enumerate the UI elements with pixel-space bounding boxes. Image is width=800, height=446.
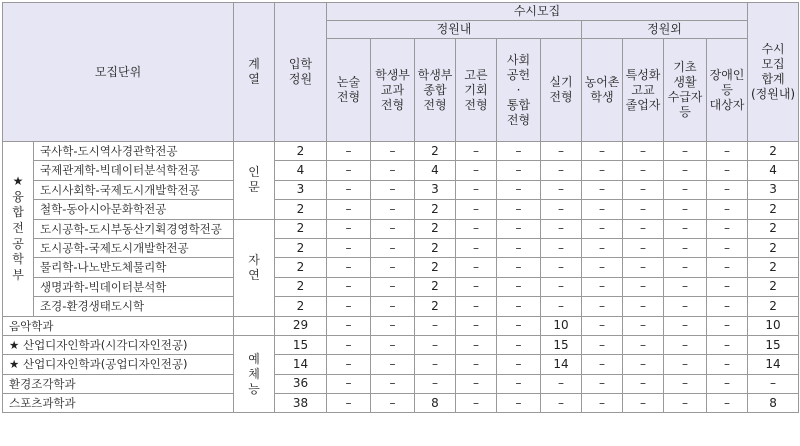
count-cell: –	[623, 142, 664, 161]
header-type-social-contribution: 사회 공헌 · 통합 전형	[497, 39, 541, 142]
count-cell: –	[664, 142, 707, 161]
count-cell: –	[664, 219, 707, 238]
count-cell: –	[415, 316, 456, 335]
count-cell: –	[582, 374, 623, 393]
header-type-school-record-comprehensive: 학생부 종합 전형	[415, 39, 456, 142]
count-cell: –	[623, 161, 664, 180]
series-label: 예체능	[234, 335, 275, 413]
count-cell: –	[327, 394, 371, 413]
count-cell: –	[497, 335, 541, 354]
header-unit: 모집단위	[3, 3, 234, 142]
count-cell: –	[371, 316, 415, 335]
count-cell: –	[664, 200, 707, 219]
count-cell: –	[327, 355, 371, 374]
total-cell: 10	[748, 316, 799, 335]
header-out-quota: 정원외	[582, 21, 748, 39]
count-cell: –	[456, 219, 497, 238]
count-cell: –	[541, 374, 582, 393]
table-row	[3, 238, 799, 257]
count-cell: –	[541, 142, 582, 161]
total-cell: 3	[748, 180, 799, 199]
count-cell: –	[582, 355, 623, 374]
count-cell: –	[707, 277, 748, 296]
count-cell: –	[707, 316, 748, 335]
unit-name: 음악학과	[3, 316, 234, 335]
count-cell: –	[623, 200, 664, 219]
total-cell: –	[748, 374, 799, 393]
count-cell: –	[327, 277, 371, 296]
count-cell: –	[664, 374, 707, 393]
header-type-basic-livelihood: 기초 생활 수급자 등	[664, 39, 707, 142]
count-cell: –	[327, 219, 371, 238]
count-cell: –	[623, 316, 664, 335]
count-cell: –	[497, 180, 541, 199]
group-label: ★융합전공학부	[3, 142, 34, 317]
unit-name: 도시사회학-국제도시개발학전공	[34, 180, 234, 199]
count-cell: –	[497, 161, 541, 180]
count-cell: –	[371, 277, 415, 296]
unit-name: 생명과학-빅데이터분석학	[34, 277, 234, 296]
count-cell: –	[327, 238, 371, 257]
table-body	[3, 142, 799, 413]
count-cell: –	[456, 161, 497, 180]
count-cell: –	[415, 335, 456, 354]
header-type-disabled: 장애인 등 대상자	[707, 39, 748, 142]
count-cell: –	[497, 374, 541, 393]
quota-cell: 2	[275, 277, 327, 296]
unit-name: ★ 산업디자인학과(공업디자인전공)	[3, 355, 234, 374]
count-cell: 3	[415, 180, 456, 199]
count-cell: –	[707, 394, 748, 413]
count-cell: –	[664, 161, 707, 180]
count-cell: –	[541, 394, 582, 413]
count-cell: –	[582, 219, 623, 238]
series-label: 인문	[234, 142, 275, 220]
header-susi: 수시모집	[327, 3, 748, 21]
header-type-rural: 농어촌 학생	[582, 39, 623, 142]
table-row	[3, 394, 799, 413]
count-cell: 2	[415, 297, 456, 316]
count-cell: –	[415, 355, 456, 374]
count-cell: –	[371, 219, 415, 238]
count-cell: –	[371, 200, 415, 219]
quota-cell: 36	[275, 374, 327, 393]
count-cell: –	[371, 180, 415, 199]
count-cell: –	[456, 238, 497, 257]
count-cell: –	[582, 238, 623, 257]
table-row	[3, 335, 799, 354]
count-cell: –	[707, 200, 748, 219]
header-series: 계 열	[234, 3, 275, 142]
count-cell: 15	[541, 335, 582, 354]
unit-name: 도시공학-도시부동산기획경영학전공	[34, 219, 234, 238]
total-cell: 4	[748, 161, 799, 180]
count-cell: –	[623, 297, 664, 316]
count-cell: –	[541, 297, 582, 316]
total-cell: 2	[748, 277, 799, 296]
count-cell: –	[371, 374, 415, 393]
count-cell: –	[664, 335, 707, 354]
count-cell: –	[456, 335, 497, 354]
count-cell: 10	[541, 316, 582, 335]
quota-cell: 38	[275, 394, 327, 413]
count-cell: –	[371, 355, 415, 374]
count-cell: 2	[415, 277, 456, 296]
quota-cell: 2	[275, 142, 327, 161]
count-cell: –	[664, 180, 707, 199]
count-cell: –	[623, 238, 664, 257]
count-cell: –	[456, 277, 497, 296]
header-type-school-record-subject: 학생부 교과 전형	[371, 39, 415, 142]
quota-cell: 4	[275, 161, 327, 180]
count-cell: –	[707, 180, 748, 199]
quota-cell: 2	[275, 258, 327, 277]
count-cell: –	[582, 335, 623, 354]
count-cell: –	[415, 374, 456, 393]
count-cell: –	[582, 297, 623, 316]
count-cell: –	[707, 238, 748, 257]
series-label: 자연	[234, 219, 275, 316]
header-quota: 입학 정원	[275, 3, 327, 142]
count-cell: –	[582, 277, 623, 296]
count-cell: –	[327, 180, 371, 199]
count-cell: –	[497, 394, 541, 413]
count-cell: –	[582, 316, 623, 335]
count-cell: –	[497, 258, 541, 277]
table-row	[3, 374, 799, 393]
count-cell: 2	[415, 238, 456, 257]
count-cell: –	[456, 355, 497, 374]
count-cell: –	[541, 277, 582, 296]
count-cell: –	[327, 316, 371, 335]
total-cell: 8	[748, 394, 799, 413]
count-cell: –	[497, 297, 541, 316]
table-row	[3, 161, 799, 180]
quota-cell: 2	[275, 238, 327, 257]
count-cell: –	[664, 258, 707, 277]
header-type-equal-opportunity: 고른 기회 전형	[456, 39, 497, 142]
total-cell: 14	[748, 355, 799, 374]
count-cell: –	[456, 180, 497, 199]
unit-name: 환경조각학과	[3, 374, 234, 393]
count-cell: –	[582, 161, 623, 180]
count-cell: –	[623, 219, 664, 238]
quota-cell: 2	[275, 219, 327, 238]
count-cell: –	[371, 142, 415, 161]
quota-cell: 3	[275, 180, 327, 199]
unit-name: 철학-동아시아문화학전공	[34, 200, 234, 219]
count-cell: –	[497, 200, 541, 219]
count-cell: –	[327, 142, 371, 161]
unit-name: 국제관계학-빅데이터분석학전공	[34, 161, 234, 180]
count-cell: –	[582, 142, 623, 161]
count-cell: –	[497, 219, 541, 238]
table-row	[3, 355, 799, 374]
count-cell: –	[327, 374, 371, 393]
count-cell: –	[371, 335, 415, 354]
count-cell: –	[371, 394, 415, 413]
count-cell: –	[582, 200, 623, 219]
count-cell: –	[707, 335, 748, 354]
count-cell: –	[327, 335, 371, 354]
count-cell: –	[327, 200, 371, 219]
count-cell: –	[582, 394, 623, 413]
count-cell: –	[456, 258, 497, 277]
count-cell: –	[371, 258, 415, 277]
count-cell: –	[456, 200, 497, 219]
count-cell: –	[456, 316, 497, 335]
count-cell: –	[623, 394, 664, 413]
count-cell: –	[623, 180, 664, 199]
count-cell: 2	[415, 200, 456, 219]
count-cell: –	[664, 316, 707, 335]
unit-name: 조경-환경생태도시학	[34, 297, 234, 316]
count-cell: –	[582, 258, 623, 277]
count-cell: –	[664, 355, 707, 374]
count-cell: –	[497, 277, 541, 296]
count-cell: 8	[415, 394, 456, 413]
count-cell: 2	[415, 219, 456, 238]
count-cell: 2	[415, 258, 456, 277]
total-cell: 2	[748, 219, 799, 238]
unit-name: 스포츠과학과	[3, 394, 234, 413]
quota-cell: 29	[275, 316, 327, 335]
count-cell: –	[456, 394, 497, 413]
quota-cell: 2	[275, 297, 327, 316]
unit-name: 물리학-나노반도체물리학	[34, 258, 234, 277]
table-row	[3, 142, 799, 161]
count-cell: –	[371, 161, 415, 180]
count-cell: –	[707, 297, 748, 316]
table-row	[3, 277, 799, 296]
count-cell: –	[327, 297, 371, 316]
count-cell: –	[582, 180, 623, 199]
count-cell: –	[456, 297, 497, 316]
count-cell: –	[541, 161, 582, 180]
series-label	[234, 316, 275, 335]
count-cell: –	[497, 142, 541, 161]
table-row	[3, 200, 799, 219]
count-cell: –	[623, 335, 664, 354]
table-row	[3, 297, 799, 316]
header-type-practical: 실기 전형	[541, 39, 582, 142]
total-cell: 2	[748, 258, 799, 277]
total-cell: 2	[748, 238, 799, 257]
count-cell: –	[707, 161, 748, 180]
table-row	[3, 219, 799, 238]
admission-table	[2, 2, 799, 413]
count-cell: –	[623, 277, 664, 296]
quota-cell: 2	[275, 200, 327, 219]
count-cell: –	[664, 297, 707, 316]
count-cell: 14	[541, 355, 582, 374]
count-cell: 2	[415, 142, 456, 161]
table-row	[3, 258, 799, 277]
header-in-quota: 정원내	[327, 21, 582, 39]
count-cell: –	[707, 258, 748, 277]
count-cell: –	[456, 374, 497, 393]
count-cell: –	[541, 258, 582, 277]
table-row	[3, 180, 799, 199]
total-cell: 2	[748, 142, 799, 161]
count-cell: –	[664, 277, 707, 296]
count-cell: –	[707, 142, 748, 161]
count-cell: –	[371, 297, 415, 316]
unit-name: ★ 산업디자인학과(시각디자인전공)	[3, 335, 234, 354]
quota-cell: 14	[275, 355, 327, 374]
count-cell: –	[623, 374, 664, 393]
header-type-vocational: 특성화 고교 졸업자	[623, 39, 664, 142]
total-cell: 2	[748, 297, 799, 316]
count-cell: –	[541, 180, 582, 199]
count-cell: –	[664, 394, 707, 413]
count-cell: –	[497, 316, 541, 335]
count-cell: –	[623, 258, 664, 277]
count-cell: 4	[415, 161, 456, 180]
count-cell: –	[707, 219, 748, 238]
table-row	[3, 316, 799, 335]
count-cell: –	[707, 355, 748, 374]
unit-name: 도시공학-국제도시개발학전공	[34, 238, 234, 257]
count-cell: –	[623, 355, 664, 374]
count-cell: –	[371, 238, 415, 257]
count-cell: –	[541, 219, 582, 238]
count-cell: –	[707, 374, 748, 393]
quota-cell: 15	[275, 335, 327, 354]
count-cell: –	[541, 200, 582, 219]
count-cell: –	[541, 238, 582, 257]
header-total: 수시 모집 합계 (정원내)	[748, 3, 799, 142]
count-cell: –	[497, 238, 541, 257]
count-cell: –	[456, 142, 497, 161]
total-cell: 15	[748, 335, 799, 354]
count-cell: –	[327, 161, 371, 180]
count-cell: –	[664, 238, 707, 257]
header-type-essay: 논술 전형	[327, 39, 371, 142]
unit-name: 국사학-도시역사경관학전공	[34, 142, 234, 161]
count-cell: –	[327, 258, 371, 277]
count-cell: –	[497, 355, 541, 374]
total-cell: 2	[748, 200, 799, 219]
